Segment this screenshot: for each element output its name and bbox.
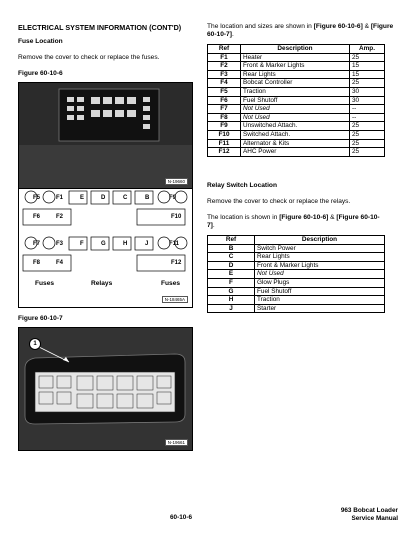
fuse-description: Not Used <box>241 113 350 122</box>
fuse-amp: -- <box>350 105 385 114</box>
diagram-relays-label: Relays <box>91 280 113 287</box>
fuse-table-header-description: Description <box>241 45 350 54</box>
fuse-panel-photo <box>18 82 193 189</box>
figure-60-10-6-tag: N-19660 <box>165 178 188 185</box>
relay-table-row <box>208 278 385 287</box>
relay-description: Fuel Shutoff <box>255 287 385 296</box>
fuse-table-row <box>208 53 385 62</box>
diagram-label-f12: F12 <box>171 260 182 266</box>
fuse-table-row <box>208 105 385 114</box>
relay-location-title: Relay Switch Location <box>207 182 277 189</box>
diagram-label-f8: F8 <box>33 260 41 266</box>
fuse-amp: -- <box>350 113 385 122</box>
fuse-amp: 30 <box>350 87 385 96</box>
relay-table-header-ref: Ref <box>208 236 255 245</box>
fuse-table-header-ref: Ref <box>208 45 241 54</box>
fuse-table-row <box>208 122 385 131</box>
manual-title-line2: Service Manual <box>351 515 398 522</box>
relay-location-intro: The location is shown in [Figure 60-10-6] & [Figure 60-10-7]. <box>207 214 380 230</box>
diagram-label-f9: F9 <box>169 195 177 201</box>
fuse-panel-photo-drawing <box>19 83 192 188</box>
relay-table-row <box>208 244 385 253</box>
fuse-description: Heater <box>241 53 350 62</box>
fuse-cover-photo-drawing <box>19 328 192 450</box>
diagram-label-f7: F7 <box>33 241 41 247</box>
fuse-table-row <box>208 139 385 148</box>
diagram-label-e: E <box>80 195 85 201</box>
fuse-amp: 15 <box>350 70 385 79</box>
fuse-table-header <box>208 45 385 54</box>
relay-description: Switch Power <box>255 244 385 253</box>
diagram-fuses-right-label: Fuses <box>161 280 181 287</box>
fuse-ref: F1 <box>208 53 241 62</box>
section-heading: ELECTRICAL SYSTEM INFORMATION (CONT'D) <box>18 23 182 32</box>
fuse-location-title: Fuse Location <box>18 38 63 45</box>
relay-table-row <box>208 304 385 313</box>
fuse-table-row <box>208 113 385 122</box>
relay-ref: C <box>208 253 255 262</box>
fuse-relay-diagram <box>18 188 193 308</box>
fuse-ref: F8 <box>208 113 241 122</box>
fuse-description: Alternator & Kits <box>241 139 350 148</box>
fuse-cover-photo <box>18 327 193 451</box>
diagram-label-f1: F1 <box>56 195 64 201</box>
diagram-label-b: B <box>145 195 150 201</box>
fuse-table-row <box>208 79 385 88</box>
relay-description: Not Used <box>255 270 385 279</box>
relay-ref: F <box>208 278 255 287</box>
fuse-ref: F4 <box>208 79 241 88</box>
fuse-amp: 15 <box>350 62 385 71</box>
fuse-ref: F11 <box>208 139 241 148</box>
fuse-table-row <box>208 62 385 71</box>
fuse-table-header-amp: Amp. <box>350 45 385 54</box>
fuse-ref: F3 <box>208 70 241 79</box>
relay-table-row <box>208 296 385 305</box>
diagram-label-f3: F3 <box>56 241 64 247</box>
diagram-label-h: H <box>123 241 128 247</box>
fuse-description: Switched Attach. <box>241 130 350 139</box>
relay-ref: G <box>208 287 255 296</box>
fuse-table <box>207 44 385 157</box>
fuse-relay-diagram-drawing <box>19 189 192 307</box>
diagram-label-f5: F5 <box>33 195 41 201</box>
fuse-table-row <box>208 96 385 105</box>
relay-table-row <box>208 270 385 279</box>
relay-ref: J <box>208 304 255 313</box>
relay-description: Traction <box>255 296 385 305</box>
diagram-label-f2: F2 <box>56 214 64 220</box>
fuse-table-row <box>208 148 385 157</box>
relay-table-row <box>208 253 385 262</box>
page-number: 60-10-6 <box>170 514 193 521</box>
relay-table-header-description: Description <box>255 236 385 245</box>
relay-ref: D <box>208 261 255 270</box>
relay-description: Rear Lights <box>255 253 385 262</box>
fuse-ref: F2 <box>208 62 241 71</box>
fuse-description: Traction <box>241 87 350 96</box>
fuse-description: Front & Marker Lights <box>241 62 350 71</box>
fuse-table-row <box>208 130 385 139</box>
diagram-label-c: C <box>123 195 128 201</box>
fuse-ref: F7 <box>208 105 241 114</box>
diagram-label-f4: F4 <box>56 260 64 266</box>
fuse-description: Bobcat Controller <box>241 79 350 88</box>
fuse-amp: 25 <box>350 139 385 148</box>
diagram-label-f: F <box>80 241 84 247</box>
fuse-location-text: Remove the cover to check or replace the fuses. <box>18 54 160 61</box>
figure-60-10-6-label: Figure 60-10-6 <box>18 70 63 77</box>
manual-title-line1: 963 Bobcat Loader <box>340 507 398 514</box>
fuse-amp: 25 <box>350 53 385 62</box>
fuse-amp: 25 <box>350 130 385 139</box>
fuse-amp: 25 <box>350 148 385 157</box>
fuse-description: AHC Power <box>241 148 350 157</box>
fuse-description: Unswitched Attach. <box>241 122 350 131</box>
fuse-amp: 30 <box>350 96 385 105</box>
fuse-ref: F9 <box>208 122 241 131</box>
diagram-label-f10: F10 <box>171 214 182 220</box>
relay-ref: E <box>208 270 255 279</box>
fuse-description: Rear Lights <box>241 70 350 79</box>
fuse-size-intro: The location and sizes are shown in [Figure 60-10-6] & [Figure 60-10-7]. <box>207 23 394 39</box>
diagram-label-j: J <box>145 241 149 247</box>
relay-ref: H <box>208 296 255 305</box>
diagram-label-g: G <box>101 241 106 247</box>
relay-description: Glow Plugs <box>255 278 385 287</box>
relay-table-row <box>208 261 385 270</box>
relay-ref: B <box>208 244 255 253</box>
relay-table-row <box>208 287 385 296</box>
fuse-ref: F5 <box>208 87 241 96</box>
diagram-label-f11: F11 <box>169 241 180 247</box>
fuse-table-row <box>208 70 385 79</box>
fuse-ref: F6 <box>208 96 241 105</box>
diagram-tag: N-18465A <box>162 296 188 303</box>
figure-60-10-7-label: Figure 60-10-7 <box>18 315 63 322</box>
diagram-label-f6: F6 <box>33 214 41 220</box>
callout-1: 1 <box>29 338 41 350</box>
fuse-ref: F12 <box>208 148 241 157</box>
figure-60-10-7-tag: N-19661 <box>165 439 188 446</box>
fuse-amp: 25 <box>350 79 385 88</box>
relay-table <box>207 235 385 313</box>
fuse-description: Fuel Shutoff <box>241 96 350 105</box>
fuse-amp: 25 <box>350 122 385 131</box>
relay-description: Starter <box>255 304 385 313</box>
fuse-table-row <box>208 87 385 96</box>
relay-table-header <box>208 236 385 245</box>
fuse-ref: F10 <box>208 130 241 139</box>
relay-location-text: Remove the cover to check or replace the relays. <box>207 198 351 205</box>
diagram-label-d: D <box>101 195 106 201</box>
diagram-fuses-left-label: Fuses <box>35 280 55 287</box>
relay-description: Front & Marker Lights <box>255 261 385 270</box>
fuse-description: Not Used <box>241 105 350 114</box>
